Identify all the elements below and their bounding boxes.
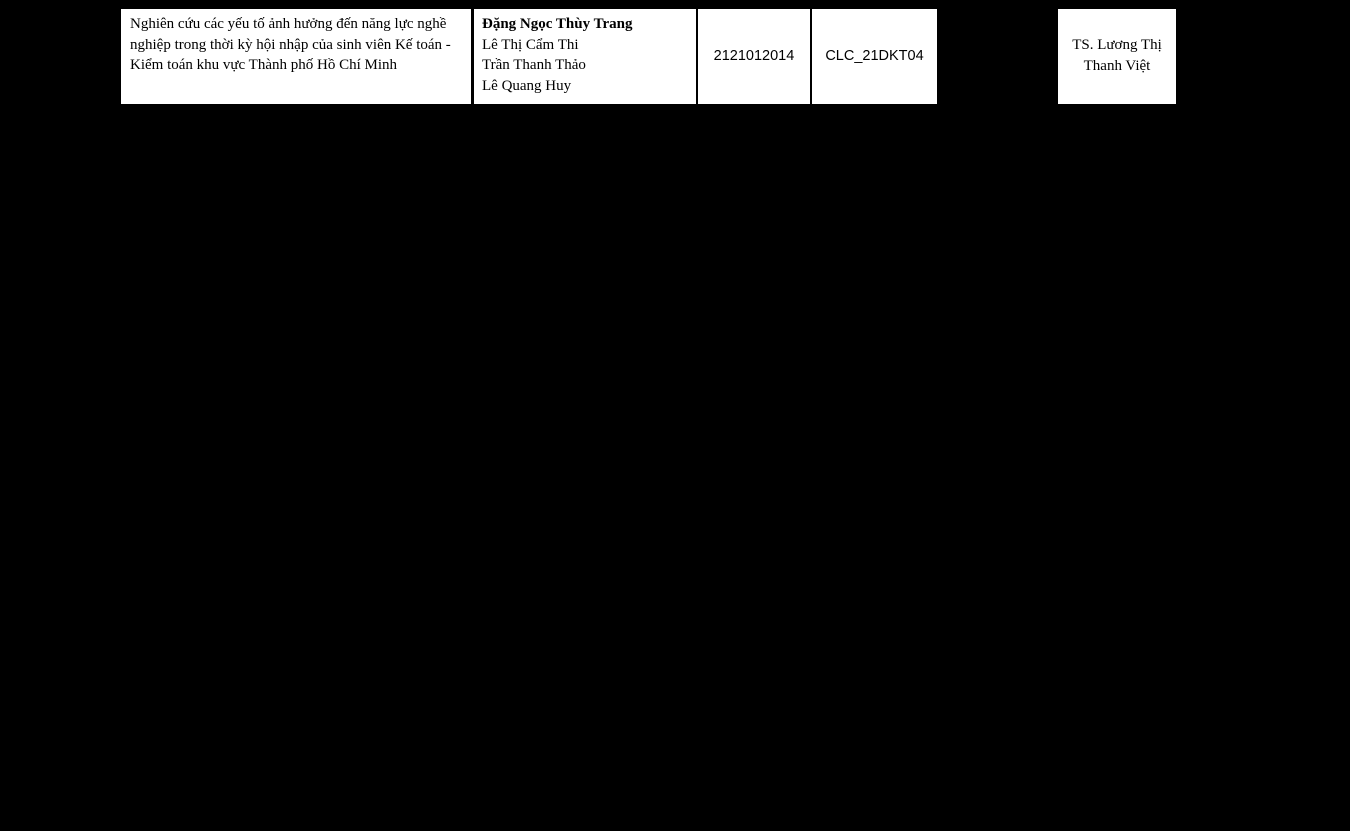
students-cell [472,8,697,105]
student-id-cell: 2121012014 [697,8,811,105]
spacer [938,8,1057,105]
class-code-cell: CLC_21DKT04 [811,8,938,105]
student-name: Lê Quang Huy [482,77,572,94]
student-name: Lê Thị Cẩm Thi [482,36,579,53]
student-name: Trần Thanh Thảo [482,57,586,73]
table-row [120,8,1177,105]
topic-title-cell: Nghiên cứu các yếu tố ảnh hưởng đến năng lực nghề nghiệp trong thời kỳ hội nhập của sinh viên Kế toán - Kiểm toán khu vực Thành phố Hồ Chí Minh [120,8,472,105]
student-name-lead: Đặng Ngọc Thùy Trang [482,16,633,32]
advisor-cell: TS. Lương Thị Thanh Việt [1057,8,1177,105]
